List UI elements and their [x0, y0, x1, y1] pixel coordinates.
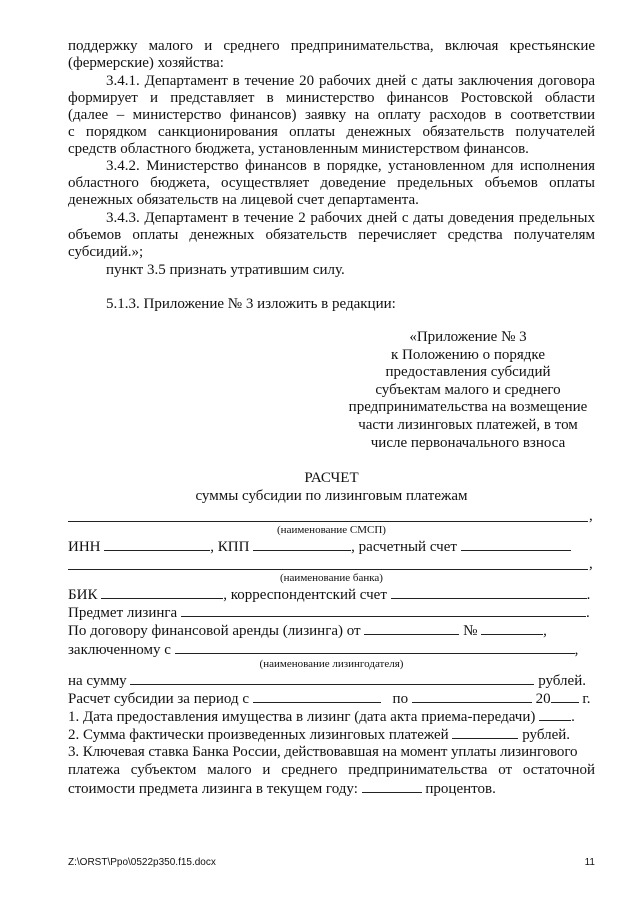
- appendix-line: к Положению о порядке: [391, 346, 545, 363]
- appendix-line: «Приложение № 3: [409, 329, 527, 345]
- appendix-heading: [348, 329, 588, 452]
- footer-page-number: 11: [584, 857, 595, 868]
- amount-blank[interactable]: [130, 672, 534, 685]
- period-label: Расчет субсидии за период с: [68, 691, 250, 707]
- bik-label: БИК: [68, 587, 98, 603]
- period-row: [68, 690, 595, 708]
- account-blank[interactable]: [461, 538, 571, 551]
- intro-line: поддержку малого и среднего предпринимательства, включая крестьянские: [68, 38, 595, 54]
- inn-kpp-account-row: [68, 538, 595, 556]
- paragraph-3-4-1-line: 3.4.1. Департамент в течение 20 рабочих дней с даты заключения договора: [106, 73, 595, 89]
- period-from-blank[interactable]: [253, 690, 381, 703]
- year-blank[interactable]: [551, 690, 579, 703]
- item-1-blank[interactable]: [539, 708, 571, 721]
- comma: ,: [589, 508, 593, 524]
- contract-date-blank[interactable]: [364, 622, 459, 635]
- caption-lessor: (наименование лизингодателя): [259, 658, 404, 670]
- caption-bank: (наименование банка): [280, 572, 383, 584]
- item-3-line: 3. Ключевая ставка Банка России, действовавшая на момент уплаты лизингового: [68, 744, 578, 760]
- item-1: 1. Дата предоставления имущества в лизинг (дата акта приема-передачи) .: [68, 709, 575, 725]
- item-3-unit: процентов.: [425, 781, 496, 797]
- concluded-row: заключенному с ,: [68, 642, 579, 658]
- to-label: по: [392, 691, 409, 707]
- appendix-line: субъектам малого и среднего: [375, 381, 561, 398]
- item-2-text: 2. Сумма фактически произведенных лизинговых платежей: [68, 727, 449, 743]
- form-subtitle: суммы субсидии по лизинговым платежам: [195, 488, 468, 504]
- subject-label: Предмет лизинга: [68, 605, 178, 621]
- paragraph-3-4-2-line: 3.4.2. Министерство финансов в порядке, установленном для исполнения: [106, 158, 595, 174]
- number-sign: №: [463, 623, 478, 639]
- paragraph-3-4-2-line: областного бюджета, осуществляет доведение предельных объемов оплаты: [68, 175, 595, 191]
- subject-blank[interactable]: [181, 604, 586, 617]
- amount-label: на сумму: [68, 673, 127, 689]
- appendix-line: части лизинговых платежей, в том: [358, 416, 578, 433]
- caption-smsp: (наименование СМСП): [277, 524, 386, 536]
- footer-file-path: Z:\ORST\Ppo\0522p350.f15.docx: [68, 857, 216, 868]
- appendix-line: предпринимательства на возмещение: [348, 399, 588, 416]
- item-3-blank[interactable]: [362, 780, 422, 793]
- paragraph-3-4-3-line: субсидий.»;: [68, 244, 144, 260]
- bank-name-line: [68, 569, 588, 570]
- contract-number-blank[interactable]: [481, 622, 543, 635]
- account-label: , расчетный счет: [351, 539, 457, 555]
- bik-blank[interactable]: [101, 586, 223, 599]
- comma: ,: [589, 556, 593, 572]
- item-2: [68, 726, 595, 744]
- inn-label: ИНН: [68, 539, 101, 555]
- item-3-text: стоимости предмета лизинга в текущем году:: [68, 781, 358, 797]
- form-title: РАСЧЕТ: [304, 470, 359, 486]
- kpp-label: , КПП: [210, 539, 250, 555]
- bik-row: БИК , корреспондентский счет .: [68, 587, 591, 603]
- appendix-line: числе первоначального взноса: [370, 434, 566, 451]
- paragraph-3-4-1-line: средств областного бюджета, установленным министерством финансов.: [68, 141, 529, 157]
- rubles-label: рублей.: [538, 673, 586, 689]
- paragraph-3-4-3-line: объемов оплаты денежных обязательств перечисляет средства получателям: [68, 227, 595, 243]
- year-suffix: г.: [582, 691, 591, 707]
- subject-row: Предмет лизинга .: [68, 605, 590, 621]
- contract-label: По договору финансовой аренды (лизинга) от: [68, 623, 361, 639]
- paragraph-3-4-1-line: формирует и представляет в министерство финансов Ростовской области: [68, 90, 595, 106]
- item-2-blank[interactable]: [452, 726, 518, 739]
- paragraph-3-4-1-line: (далее – министерство финансов) заявку на оплату расходов в соответствии: [68, 107, 595, 123]
- corr-account-label: , корреспондентский счет: [223, 587, 387, 603]
- corr-account-blank[interactable]: [391, 586, 587, 599]
- year-prefix: 20: [535, 691, 551, 707]
- item-2-rubles: рублей.: [522, 727, 571, 743]
- amount-row: [68, 672, 595, 690]
- item-3-line: платежа субъектом малого и среднего предпринимательства от остаточной: [68, 762, 595, 778]
- paragraph-3-4-2-line: денежных обязательств на лицевой счет департамента.: [68, 192, 419, 208]
- intro-line: (фермерские) хозяйства:: [68, 55, 224, 71]
- appendix-line: предоставления субсидий: [385, 364, 551, 381]
- paragraph-3-5: пункт 3.5 признать утратившим силу.: [106, 262, 345, 278]
- paragraph-3-4-3-line: 3.4.3. Департамент в течение 2 рабочих дней с даты доведения предельных: [106, 210, 595, 226]
- smsp-name-line: [68, 521, 588, 522]
- paragraph-3-4-1-line: с порядком санкционирования оплаты денежных обязательств получателей: [68, 124, 595, 140]
- inn-blank[interactable]: [104, 538, 210, 551]
- contract-row: По договору финансовой аренды (лизинга) от № ,: [68, 623, 547, 639]
- item-3-line-last: [68, 780, 595, 798]
- kpp-blank[interactable]: [253, 538, 351, 551]
- item-1-text: 1. Дата предоставления имущества в лизинг (дата акта приема-передачи): [68, 709, 536, 725]
- paragraph-5-1-3: 5.1.3. Приложение № 3 изложить в редакции:: [106, 296, 396, 312]
- lessor-blank[interactable]: [175, 641, 575, 654]
- concluded-label: заключенному с: [68, 642, 171, 658]
- period-to-blank[interactable]: [412, 690, 532, 703]
